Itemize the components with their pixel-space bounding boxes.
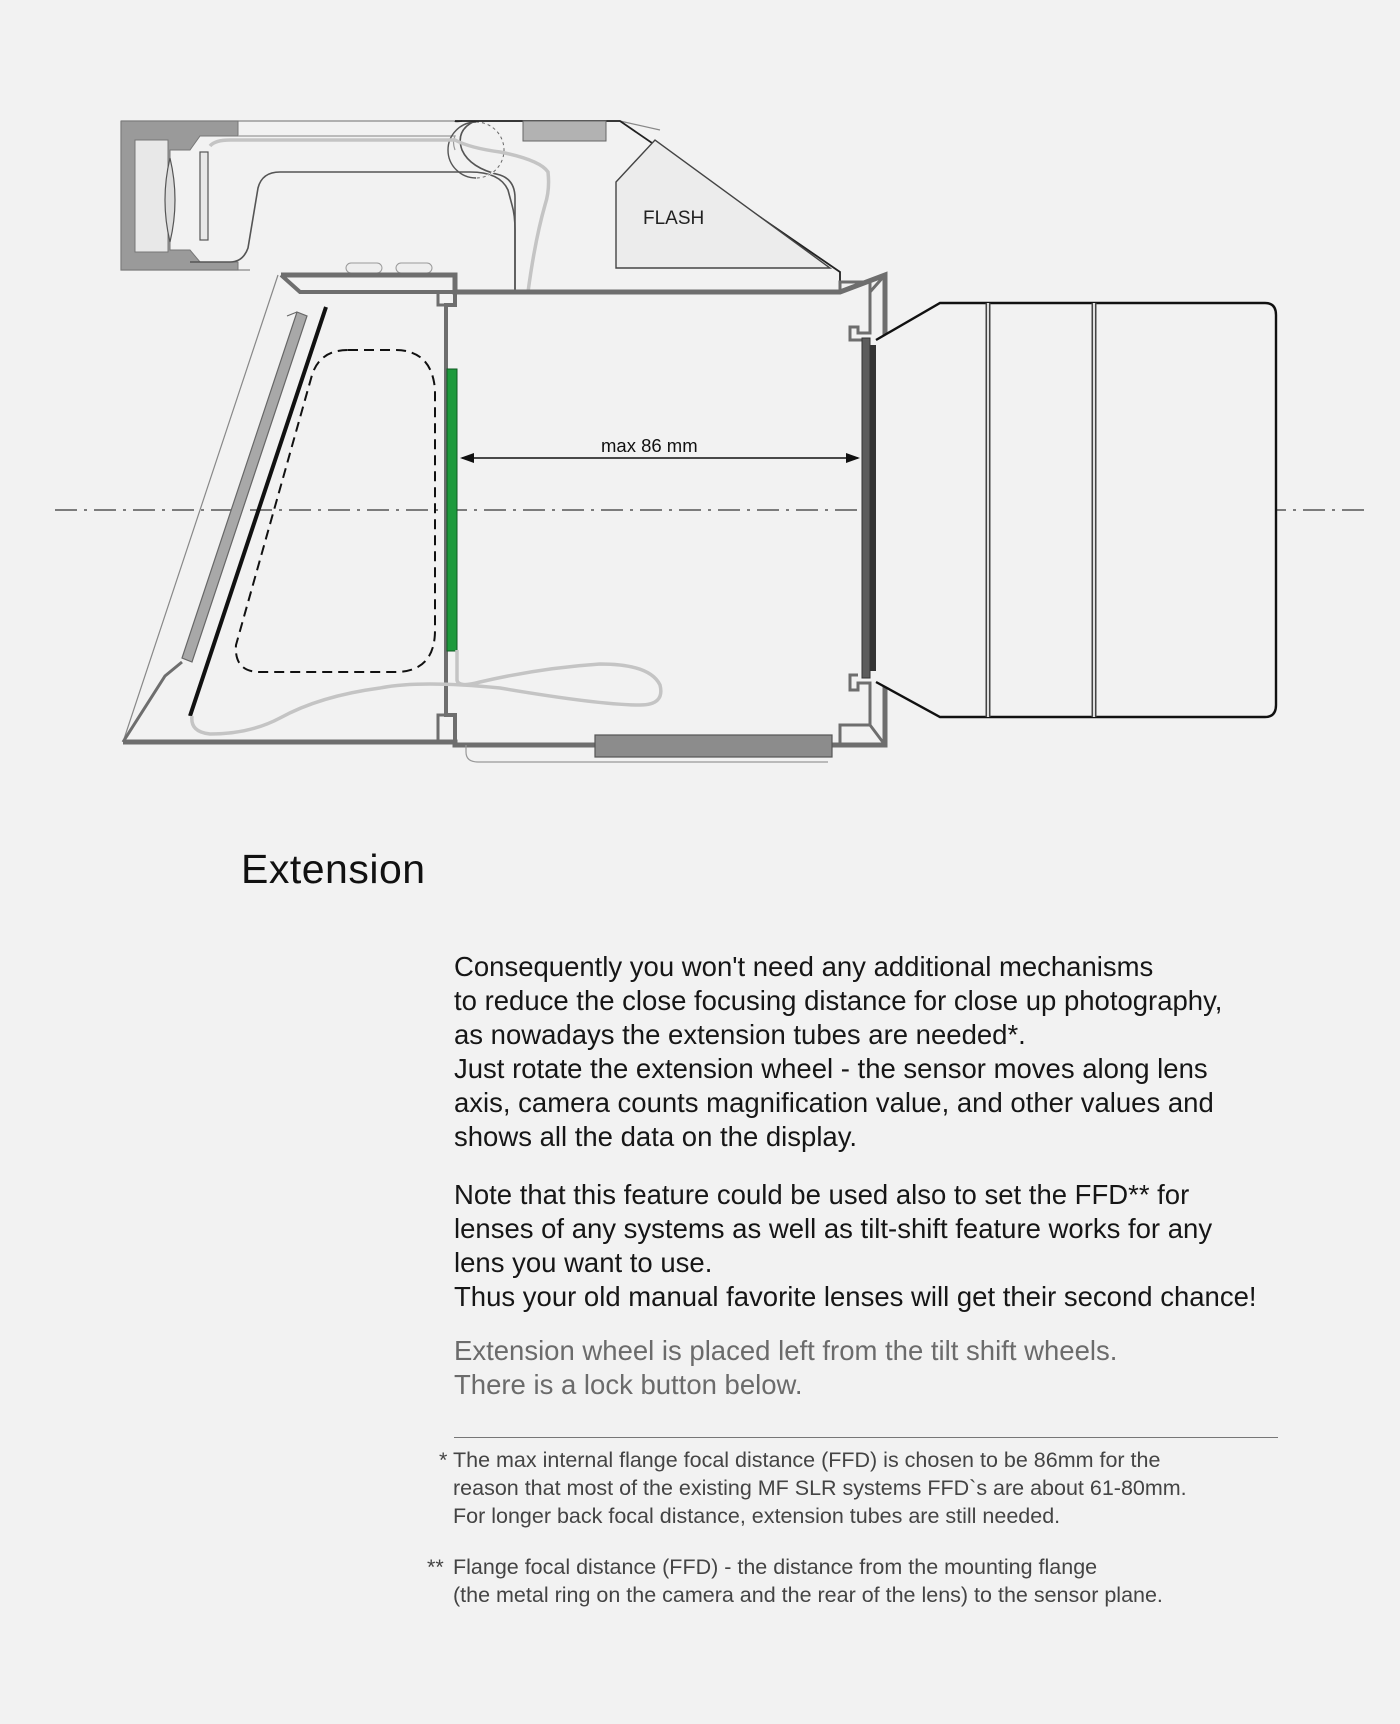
- footnote-line: Flange focal distance (FFD) - the distance from the mounting flange: [453, 1555, 1098, 1579]
- footnote-line: (the metal ring on the camera and the rear of the lens) to the sensor plane.: [453, 1583, 1163, 1607]
- paragraph-extension-description: [454, 950, 1354, 1154]
- battery-compartment: [236, 350, 435, 672]
- dimension-label: max 86 mm: [601, 435, 698, 456]
- text-line: There is a lock button below.: [454, 1369, 803, 1400]
- text-line: lens you want to use.: [454, 1247, 713, 1278]
- footnote-2: [427, 1553, 1163, 1609]
- viewfinder-housing: [121, 121, 840, 292]
- lens: [876, 303, 1276, 717]
- text-line: axis, camera counts magnification value, and other values and: [454, 1087, 1214, 1118]
- text-line: to reduce the close focusing distance for close up photography,: [454, 985, 1223, 1016]
- text-line: Thus your old manual favorite lenses will get their second chance!: [454, 1281, 1257, 1312]
- footnote-line: The max internal flange focal distance (FFD) is chosen to be 86mm for the: [453, 1448, 1161, 1472]
- paragraph-ffd-note: [454, 1178, 1354, 1314]
- footnote-mark: *: [439, 1448, 448, 1472]
- text-line: shows all the data on the display.: [454, 1121, 858, 1152]
- text-line: Note that this feature could be used also to set the FFD** for: [454, 1179, 1190, 1210]
- flash-unit: [616, 140, 830, 268]
- footnote-divider: [454, 1437, 1278, 1438]
- top-button: [396, 263, 432, 273]
- text-line: Just rotate the extension wheel - the sensor moves along lens: [454, 1053, 1208, 1084]
- bottom-plate: [595, 735, 832, 757]
- top-display-bar: [523, 121, 606, 141]
- text-line: Consequently you won't need any additional mechanisms: [454, 951, 1154, 982]
- footnote-line: For longer back focal distance, extension tubes are still needed.: [453, 1504, 1061, 1528]
- text-line: Extension wheel is placed left from the tilt shift wheels.: [454, 1335, 1118, 1366]
- paragraph-wheel-placement: [454, 1334, 1354, 1402]
- top-button: [346, 263, 382, 273]
- footnote-mark: **: [427, 1555, 444, 1579]
- text-line: as nowadays the extension tubes are needed*.: [454, 1019, 1026, 1050]
- sensor: [447, 369, 457, 651]
- rear-display: [182, 312, 307, 662]
- footnote-line: reason that most of the existing MF SLR systems FFD`s are about 61-80mm.: [453, 1476, 1187, 1500]
- camera-cross-section-diagram: [0, 0, 1400, 800]
- flash-label: FLASH: [643, 208, 705, 229]
- camera-body: [123, 263, 885, 762]
- text-line: lenses of any systems as well as tilt-shift feature works for any: [454, 1213, 1213, 1244]
- section-title: Extension: [241, 846, 426, 892]
- footnote-1: [439, 1446, 1187, 1530]
- rear-screen-line: [190, 307, 326, 716]
- lens-mount-flange: [862, 338, 870, 678]
